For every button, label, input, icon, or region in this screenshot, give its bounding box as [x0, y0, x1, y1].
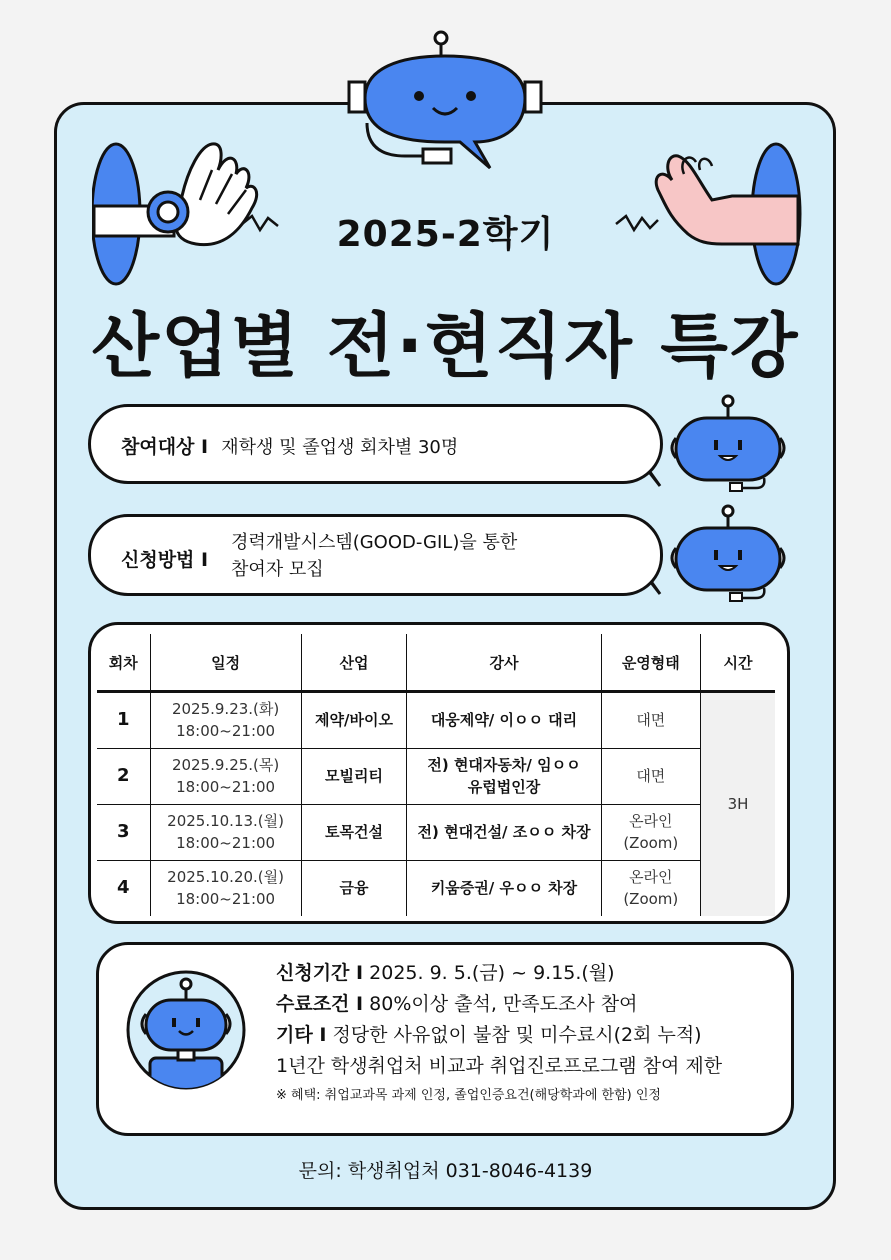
header-hours: 시간 [700, 634, 775, 692]
robot-face-icon [668, 504, 788, 604]
table-row [97, 749, 775, 805]
completion-label: 수료조건 I [276, 993, 364, 1015]
speaker-text-2: 유럽법인장 [467, 777, 541, 796]
date-cell [150, 692, 301, 749]
date-cell [150, 805, 301, 861]
mode-cell [601, 749, 700, 805]
period-text: 2025. 9. 5.(금) ~ 9.15.(월) [369, 962, 615, 984]
period-label: 신청기간 I [276, 962, 364, 984]
page-title: 산업별 전·현직자 특강 [91, 305, 800, 387]
speaker-cell [407, 861, 601, 917]
header-session: 회차 [97, 634, 150, 692]
table-row [97, 861, 775, 917]
industry-cell: 제약/바이오 [301, 692, 407, 749]
application-text-line1: 경력개발시스템(GOOD-GIL)을 통한 [231, 532, 518, 553]
benefit-note: ※ 혜택: 취업교과목 과제 인정, 졸업인증요건(해당학과에 한함) 인정 [276, 1088, 661, 1103]
date-text: 2025.9.23.(화) [171, 699, 280, 718]
header-speaker: 강사 [407, 634, 601, 692]
date-cell [150, 861, 301, 917]
industry-cell: 금융 [301, 861, 407, 917]
mode-text-2: (Zoom) [623, 889, 679, 908]
industry-cell: 모빌리티 [301, 749, 407, 805]
session-number: 3 [97, 805, 150, 861]
application-label: 신청방법 I [121, 549, 209, 571]
header-mode: 운영형태 [601, 634, 700, 692]
mode-text-2: (Zoom) [623, 833, 679, 852]
completion-line [276, 989, 722, 1020]
date-cell [150, 749, 301, 805]
semester-heading: 2025-2학기 [336, 214, 555, 255]
participants-text: 재학생 및 졸업생 회차별 30명 [221, 437, 459, 458]
contact-info: 문의: 학생취업처 031-8046-4139 [298, 1160, 593, 1182]
robot-face-icon [668, 394, 788, 494]
date-text: 2025.9.25.(목) [171, 755, 280, 774]
speaker-text: 키움증권/ 우ㅇㅇ 차장 [430, 878, 578, 897]
robot-avatar-icon [124, 968, 248, 1092]
speaker-text: 전) 현대건설/ 조ㅇㅇ 차장 [417, 822, 591, 841]
hours-cell: 3H [700, 692, 775, 917]
speaker-text: 대웅제약/ 이ㅇㅇ 대리 [430, 710, 578, 729]
speaker-cell [407, 692, 601, 749]
header-industry: 산업 [301, 634, 407, 692]
date-text: 2025.10.20.(월) [167, 867, 285, 886]
speaker-text: 전) 현대자동차/ 임ㅇㅇ [427, 755, 581, 774]
session-number: 4 [97, 861, 150, 917]
table-row [97, 692, 775, 749]
application-text-line2: 참여자 모집 [231, 559, 324, 580]
other-line [276, 1020, 722, 1051]
time-text: 18:00~21:00 [176, 777, 276, 796]
time-text: 18:00~21:00 [176, 833, 276, 852]
industry-cell: 토목건설 [301, 805, 407, 861]
session-number: 1 [117, 709, 130, 731]
participants-bubble [88, 404, 663, 484]
other-line-2: 1년간 학생취업처 비교과 취업진로프로그램 참여 제한 [276, 1055, 723, 1077]
mode-cell [601, 861, 700, 917]
mode-text: 대면 [636, 766, 666, 785]
time-text: 18:00~21:00 [176, 721, 276, 740]
mode-text: 온라인 [629, 867, 673, 886]
mode-cell [601, 692, 700, 749]
application-bubble [88, 514, 663, 596]
mode-text: 온라인 [629, 811, 673, 830]
robot-chat-icon [345, 28, 545, 176]
date-text: 2025.10.13.(월) [167, 811, 285, 830]
mode-text: 대면 [636, 710, 666, 729]
header-date: 일정 [150, 634, 301, 692]
period-line [276, 958, 722, 989]
schedule-table [97, 634, 775, 916]
table-header-row [97, 634, 775, 692]
speaker-cell [407, 749, 601, 805]
time-text: 18:00~21:00 [176, 889, 276, 908]
other-text: 정당한 사유없이 불참 및 미수료시(2회 누적) [332, 1024, 702, 1046]
participants-label: 참여대상 I [121, 436, 209, 458]
info-text-block [276, 958, 722, 1103]
completion-text: 80%이상 출석, 만족도조사 참여 [369, 993, 638, 1015]
other-label: 기타 I [276, 1024, 327, 1046]
speaker-cell [407, 805, 601, 861]
mode-cell [601, 805, 700, 861]
table-row [97, 805, 775, 861]
session-number: 2 [97, 749, 150, 805]
